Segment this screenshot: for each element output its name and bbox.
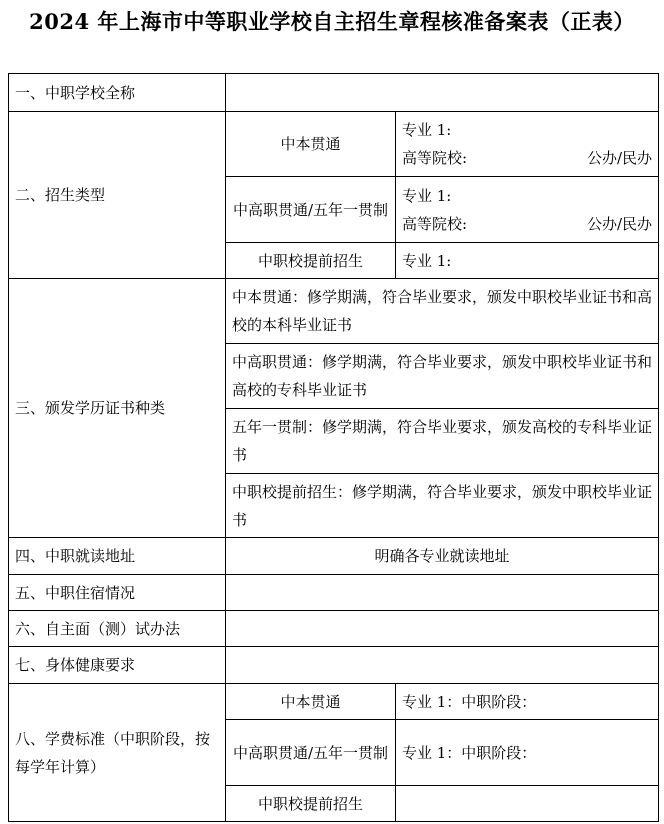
row-cert-1: [9, 279, 659, 344]
label-address: 四、中职就读地址: [9, 538, 226, 575]
college-line: [402, 210, 652, 238]
ownership-label: 公办/民办: [586, 149, 652, 167]
tuition-value[interactable]: 专业 1：中职阶段：: [396, 684, 659, 720]
cert-item: 中高职贯通：修学期满，符合毕业要求，颁发中职校毕业证书和高校的专科毕业证书: [226, 344, 659, 409]
cert-item: 中职校提前招生：修学期满，符合毕业要求，颁发中职校毕业证书: [226, 474, 659, 538]
enroll-type-detail[interactable]: [396, 177, 659, 243]
label-accommodation: 五、中职住宿情况: [9, 575, 226, 611]
label-school-name: 一、中职学校全称: [9, 74, 226, 112]
enroll-type-name: 中本贯通: [226, 112, 396, 177]
input-interview[interactable]: [226, 611, 659, 647]
enroll-type-detail[interactable]: [396, 112, 659, 177]
enroll-type-name: 中职校提前招生: [226, 243, 396, 279]
filing-form-table: [8, 73, 659, 822]
enroll-type-name: 中高职贯通/五年一贯制: [226, 177, 396, 243]
cert-item: 中本贯通：修学期满，符合毕业要求，颁发中职校毕业证书和高校的本科毕业证书: [226, 279, 659, 344]
major-line: 专业 1:: [402, 121, 452, 139]
college-label: 高等院校:: [402, 214, 468, 233]
enroll-type-detail[interactable]: [396, 243, 659, 279]
row-school-name: [9, 74, 659, 112]
input-school-name[interactable]: [226, 74, 659, 112]
row-address: [9, 538, 659, 575]
tuition-value[interactable]: 专业 1：中职阶段：: [396, 720, 659, 786]
label-cert-types: 三、颁发学历证书种类: [9, 279, 226, 538]
label-interview: 六、自主面（测）试办法: [9, 611, 226, 647]
input-health[interactable]: [226, 647, 659, 684]
tuition-value[interactable]: [396, 786, 659, 822]
input-accommodation[interactable]: [226, 575, 659, 611]
tuition-type: 中本贯通: [226, 684, 396, 720]
label-tuition: 八、学费标准（中职阶段，按每学年计算）: [9, 684, 226, 822]
row-interview: [9, 611, 659, 647]
row-tuition-1: [9, 684, 659, 720]
tuition-type: 中高职贯通/五年一贯制: [226, 720, 396, 786]
tuition-type: 中职校提前招生: [226, 786, 396, 822]
row-health: [9, 647, 659, 684]
cert-item: 五年一贯制：修学期满，符合毕业要求，颁发高校的专科毕业证书: [226, 409, 659, 474]
label-health: 七、身体健康要求: [9, 647, 226, 684]
row-enroll-type-1: [9, 112, 659, 177]
label-enroll-type: 二、招生类型: [9, 112, 226, 279]
row-accommodation: [9, 575, 659, 611]
address-value[interactable]: 明确各专业就读地址: [226, 538, 659, 575]
college-label: 高等院校:: [402, 149, 468, 167]
ownership-label: 公办/民办: [586, 214, 652, 233]
college-line: [402, 144, 652, 172]
major-line: 专业 1:: [402, 186, 452, 205]
page-title: 2024 年上海市中等职业学校自主招生章程核准备案表（正表）: [29, 9, 635, 34]
major-line: 专业 1:: [402, 251, 452, 270]
